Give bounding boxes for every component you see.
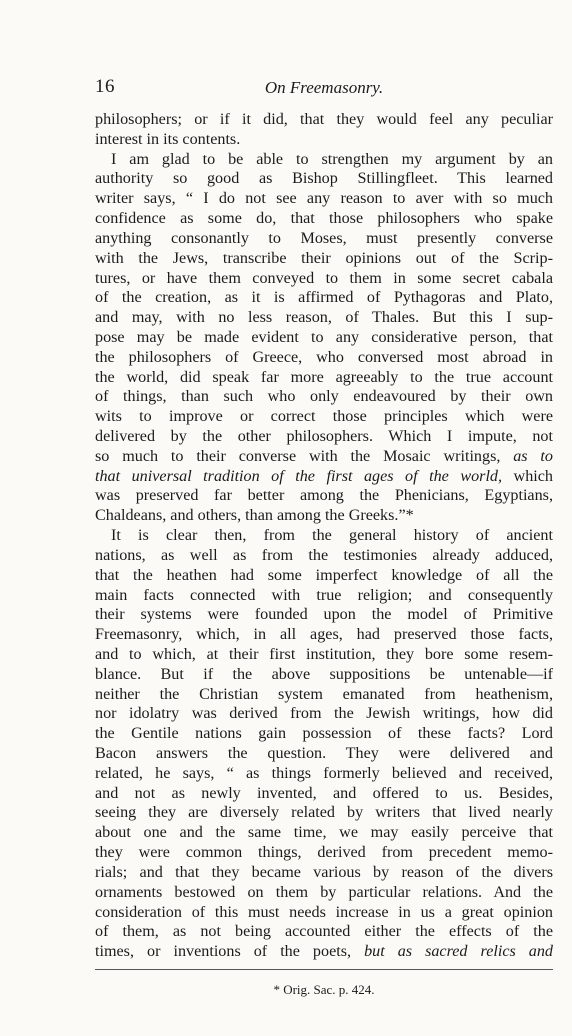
text-line (95, 586, 553, 606)
text-line (95, 150, 553, 170)
text-line (95, 843, 553, 863)
text-line (95, 942, 553, 962)
text-segment: Chaldeans, and others, than among the Greeks.”* (95, 507, 414, 525)
text-line (95, 209, 553, 229)
text-segment: of them, as not being accounted either the effects of the (95, 923, 553, 941)
text-line (95, 625, 553, 645)
text-line (95, 130, 553, 150)
text-line (95, 328, 553, 348)
text-segment: their systems were founded upon the model of Primitive (95, 606, 553, 624)
text-line (95, 407, 553, 427)
text-line (95, 685, 553, 705)
text-segment: tures, or have them conveyed to them in some secret cabala (95, 269, 553, 287)
text-segment: of the creation, as it is affirmed of Pythagoras and Plato, (95, 289, 553, 307)
text-segment: times, or inventions of the poets, (95, 943, 365, 961)
text-line (95, 823, 553, 843)
text-line (95, 803, 553, 823)
book-page (95, 70, 553, 998)
text-segment: nations, as well as from the testimonies already adduced, (95, 546, 553, 564)
text-line (95, 566, 553, 586)
text-line (95, 169, 553, 189)
text-segment: the world, did speak far more agreeably to the true account (95, 368, 553, 386)
page-header (95, 70, 553, 102)
text-segment: related, he says, “ as things formerly believed and received, (95, 764, 553, 782)
text-segment: Freemasonry, which, in all ages, had preserved those facts, (95, 626, 553, 644)
italic-text: that universal tradition of the first ages of the world, (95, 467, 503, 485)
text-line (95, 526, 553, 546)
text-segment: seeing they are diversely related by writers that lived nearly (95, 804, 553, 822)
text-segment: about one and the same time, we may easily perceive that (95, 824, 553, 842)
text-line (95, 546, 553, 566)
text-segment: neither the Christian system emanated from heathenism, (95, 685, 553, 703)
text-segment: I am glad to be able to strengthen my argument by an (111, 150, 553, 168)
text-segment: was preserved far better among the Phenicians, Egyptians, (95, 487, 553, 505)
text-segment: rials; and that they became various by reason of the divers (95, 863, 553, 881)
text-segment: so much to their converse with the Mosaic writings, (95, 447, 514, 465)
text-segment: authority so good as Bishop Stillingfleet. This learned (95, 170, 553, 188)
text-segment: and not as newly invented, and offered to us. Besides, (95, 784, 553, 802)
text-segment: philosophers; or if it did, that they would feel any peculiar (95, 111, 553, 128)
text-segment: they were common things, derived from precedent memo- (95, 844, 553, 862)
text-segment: blance. But if the above suppositions be untenable—if (95, 665, 553, 683)
text-segment: of things, than such who only endeavoured by their own (95, 388, 553, 406)
text-line (95, 764, 553, 784)
text-segment: the philosophers of Greece, who conversed most abroad in (95, 348, 553, 366)
text-line (95, 288, 553, 308)
text-segment: It is clear then, from the general history of ancient (111, 527, 553, 545)
text-segment: that the heathen had some imperfect knowledge of all the (95, 566, 553, 584)
text-segment: the Gentile nations gain possession of these facts? Lord (95, 725, 553, 743)
text-segment: anything consonantly to Moses, must presently converse (95, 229, 553, 247)
text-line (95, 348, 553, 368)
text-segment: delivered by the other philosophers. Which I impute, not (95, 428, 553, 445)
text-segment: writer says, “ I do not see any reason to aver with so much (95, 190, 553, 208)
text-segment: interest in its contents. (95, 130, 241, 148)
text-segment: ornaments bestowed on them by particular relations. And the (95, 883, 553, 901)
running-title: On Freemasonry. (264, 78, 384, 97)
text-line (95, 605, 553, 625)
page-number: 16 (95, 76, 115, 97)
text-line (95, 189, 553, 209)
footnote-rule (95, 969, 553, 970)
text-line (95, 249, 553, 269)
text-line (95, 903, 553, 923)
text-line (95, 486, 553, 506)
text-segment: and may, with no less reason, of Thales. But this I sup- (95, 309, 553, 327)
text-line (95, 704, 553, 724)
text-line (95, 427, 553, 447)
text-segment: pose may be made evident to any considerative person, that (95, 328, 553, 346)
text-segment: main facts connected with true religion; and consequently (95, 586, 553, 604)
footnote: * Orig. Sac. p. 424. (273, 981, 375, 997)
text-line (95, 229, 553, 249)
text-segment: and to which, at their first institution, they bore some resem- (95, 645, 553, 663)
text-line (95, 447, 553, 467)
italic-text: as to (513, 447, 553, 465)
text-line (95, 724, 553, 744)
text-line (95, 784, 553, 804)
text-line (95, 506, 553, 526)
text-line (95, 110, 553, 130)
text-line (95, 744, 553, 764)
text-line (95, 368, 553, 388)
text-segment: which (502, 467, 553, 485)
text-line (95, 922, 553, 942)
body-text (95, 110, 553, 962)
text-line (95, 645, 553, 665)
text-segment: confidence as some do, that those philosophers who spake (95, 210, 553, 228)
text-line (95, 883, 553, 903)
text-segment: wits to improve or correct those principles which were (95, 408, 553, 426)
text-segment: nor idolatry was derived from the Jewish writings, how did (95, 705, 553, 723)
text-line (95, 308, 553, 328)
italic-text: but as sacred relics and (364, 943, 553, 961)
text-line (95, 863, 553, 883)
text-line (95, 387, 553, 407)
text-segment: consideration of this must needs increase in us a great opinion (95, 903, 553, 921)
text-segment: Bacon answers the question. They were delivered and (95, 745, 553, 762)
text-line (95, 665, 553, 685)
text-segment: with the Jews, transcribe their opinions out of the Scrip- (95, 249, 553, 267)
text-line (95, 467, 553, 487)
text-line (95, 269, 553, 289)
